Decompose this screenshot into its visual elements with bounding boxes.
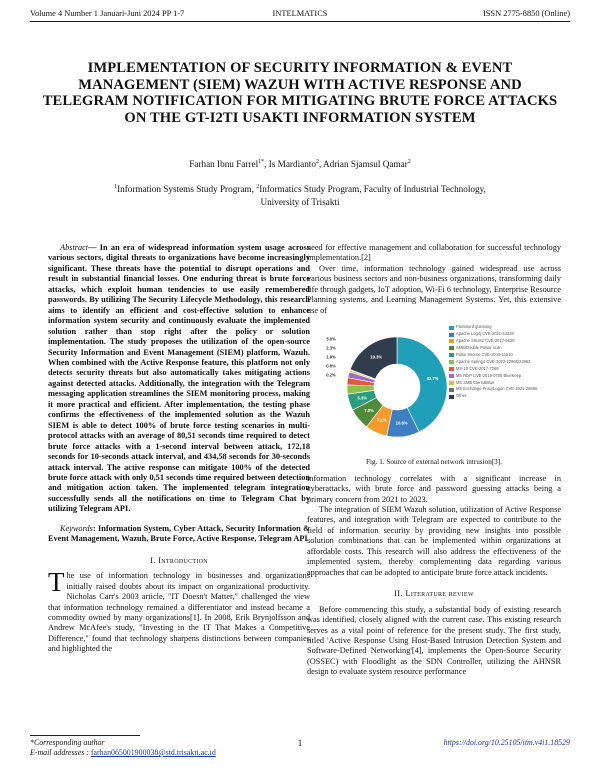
pie-label-10: 19.3% — [370, 354, 383, 360]
intro-paragraph-1: The use of information technology in businesses and organizations initially raised doubts about its impact on organizational productivity. Nicholas Carr's 2003 article, "IT Doesn't Matter," challenged the view that information technology remained a differentiator and instead became a commodity owned by many organizations[1]. In 2008, Erik Brynjolfsson and Andrew McAfee's study, "Investing in the IT That Makes a Competitive Difference," found that technology sharpens distinctions between companies and highlighted the — [48, 567, 310, 654]
pie-chart — [307, 320, 447, 455]
intro-paragraph-2-continued: information technology correlates with a significant increase in cyberattacks, with brute force and password guessing attacks being a primary concern from 2021 to 2023. — [307, 473, 561, 504]
legend-label-8: MS SMB EternalBlue — [456, 379, 495, 385]
pie-label-9: 0.2% — [326, 372, 336, 378]
legend-swatch-4 — [449, 353, 454, 357]
legend-label-4: Pulse Secure CVE-2019-11510 — [456, 351, 513, 357]
right-column — [307, 243, 561, 678]
pie-label-5: 3.0% — [326, 336, 336, 342]
legend-label-3: SMB/Double Pulsar scan — [456, 345, 502, 351]
legend-label-10: Other — [456, 393, 467, 399]
footnote-rule — [30, 735, 140, 736]
running-head-issn: ISSN 2775-8850 (Online) — [482, 8, 570, 18]
legend-swatch-3 — [449, 346, 454, 350]
legend-label-0: Password guessing — [456, 324, 492, 330]
figure-pie-chart — [307, 320, 561, 455]
pie-label-4: 5.3% — [357, 395, 368, 401]
figure-caption: Fig. 1. Source of external network intrusion[3]. — [366, 458, 502, 467]
legend-swatch-1 — [449, 333, 454, 337]
legend-label-9: MS Exchange ProxyLogon CVE-2021-26855 — [456, 386, 538, 392]
pie-label-1: 10.6% — [395, 420, 408, 426]
pie-label-0: 42.7% — [426, 376, 439, 382]
legend-swatch-9 — [449, 388, 454, 392]
paper-title: IMPLEMENTATION OF SECURITY INFORMATION & EVENT MANAGEMENT (SIEM) WAZUH WITH ACTIVE RESPONSE AND TELEGRAM NOTIFICATION FOR MITIGATING BRUTE FORCE ATTACKS ON THE GT-I2TI USAKTI INFORMATION SYSTEM — [42, 60, 558, 126]
section-title: Literature review — [405, 588, 474, 599]
section-title: Introduction — [158, 554, 208, 565]
running-head-volume: Volume 4 Number 1 Januari-Juni 2024 PP 1-7 — [30, 8, 185, 18]
legend-swatch-8 — [449, 381, 454, 385]
literature-paragraph-1: Before commencing this study, a substantial body of existing research was identified, closely aligned with the current case. This existing research serves as a vital point of reference for the present study. The first study, titled 'Active Response Using Host-Based Intrusion Detection System and Software-Defined Networking'[4], implements the Open-Source Security (OSSEC) with Floodlight as the SDN Controller, utilizing the AHNSR design to evaluate system resource performance — [307, 604, 561, 677]
legend-swatch-2 — [449, 339, 454, 343]
pie-label-2: 7.1% — [376, 417, 387, 423]
legend-label-2: Apache Struts2 CVE-2017-5638 — [456, 338, 515, 344]
keywords — [48, 524, 310, 545]
abstract-label: Abstract — [60, 243, 89, 252]
keywords-label: Keywords — [60, 523, 93, 533]
left-column — [48, 243, 310, 655]
page-number: 1 — [297, 738, 303, 748]
section-heading-introduction: I. Introduction — [150, 554, 208, 565]
keywords-text: : Information System, Cyber Attack, Security Information & Event Management, Wazuh, Brute Force, Active Response, Telegram API — [48, 523, 310, 544]
legend-swatch-5 — [449, 360, 454, 364]
legend-swatch-0 — [449, 326, 454, 330]
pie-label-8: 0.6% — [326, 363, 336, 369]
abstract — [48, 243, 310, 515]
pie-label-7: 1.9% — [326, 354, 336, 360]
legend-label-7: MS RDP CVE-2019-0708 BlueKeep — [456, 372, 522, 378]
legend-swatch-7 — [449, 374, 454, 378]
legend-label-6: MS-10 CVE-2017-7269 — [456, 365, 499, 371]
affiliation: $^1$Information Systems Study Program, $^2$Informatics Study Program, Faculty of Industrial Technology, University of Trisakti — [114, 184, 486, 207]
abstract-text: — In an era of widespread information system usage across various sectors, digital threats to organizations have become increasingly significant. These threats have the potential to disrupt operations and result in substantial financial losses. One enduring threat is brute force attacks, which exploit human tendencies to use easily remembered passwords. By utilizing The Security Lifecycle Methodology, this research aims to identify an efficient and cost-effective solution to enhance information system security and continuously evaluate the implemented solution rather than stop right after the policy or solution implementation. The study proposes the utilization of the open-source Security Information and Event Management (SIEM) platform, Wazuh. When combined with the Active Response feature, this platform not only detects security threats but also automatically takes mitigating actions against detected attacks. Additionally, the integration with the Telegram messaging application streamlines the SIEM monitoring process, making it more practical and efficient. After implementation, the testing phase confirms the effectiveness of the implemented solution as the Wazuh SIEM is able to detect 100% of brute force testing scenarios in multi-protocol attacks with an average of 80,51 seconds time required to detect brute force attacks with a 1-second interval between attack, 172,18 seconds for 10-seconds attack interval, and 434,58 seconds for 30-seconds attack interval. The active response can mitigate 100% of the detected brute force attack with only 0,51 seconds time required between detection and mitigation action taken. The implemented telegram integration successfully sends all the notifications on time to Telegram Chat by utilizing Telegram API. — [48, 243, 310, 514]
section-heading-literature-review: II. Literature review — [394, 588, 474, 599]
legend-label-1: Apache Log4j CVE-2021-44228 — [456, 331, 514, 337]
running-head-journal: INTELMATICS — [272, 8, 328, 18]
corresponding-author-label: *Corresponding author — [30, 738, 105, 747]
legend-label-5: Apache Spring4 CVE-2022-22965/22963 — [456, 358, 531, 364]
intro-paragraph-3: The integration of SIEM Wazuh solution, utilization of Active Response features, and integration with Telegram are expected to contribute to the field of information security by providing new insights into possible solution combinations that can be implemented within organizations at affordable costs. This research will also address the effectiveness of the implemented system, thereby complementing data regarding various approaches that can be adopted to anticipate brute force attack incidents. — [307, 504, 561, 577]
email-label: E-mail addresses — [30, 748, 85, 757]
drop-cap: T — [48, 567, 65, 598]
intro-paragraph-1-continued: need for effective management and collaboration for successful technology implementation.[2] — [307, 243, 561, 263]
running-head — [30, 6, 570, 20]
doi-link[interactable]: https://doi.org/10.25105/itm.v4i1.18529 — [443, 738, 570, 747]
pie-label-3: 7.0% — [364, 408, 374, 414]
legend-swatch-10 — [449, 395, 454, 399]
email-link[interactable]: farhan065001900038@std.trisakti.ac.id — [90, 748, 216, 757]
footnote: *Corresponding author E-mail addresses : farhan065001900038@std.trisakti.ac.id — [30, 738, 216, 757]
intro-paragraph-2: Over time, information technology gained widespread use across various business sectors and non-business organizations, transforming daily life through gadgets, IoT adoption, Wi-Fi 6 technology, Enterprise Resource Planning systems, and Learning Management Systems. Yet, this extensive use of — [307, 263, 561, 315]
pie-label-6: 2.3% — [326, 345, 336, 351]
author-list: Farhan Ibnu Farrel$^{1*}$, Is Mardianto$^2$, Adrian Sjamsul Qamar$^2$ — [189, 159, 411, 170]
legend-swatch-6 — [449, 367, 454, 371]
chart-legend — [449, 324, 557, 400]
header-rule — [30, 21, 570, 22]
